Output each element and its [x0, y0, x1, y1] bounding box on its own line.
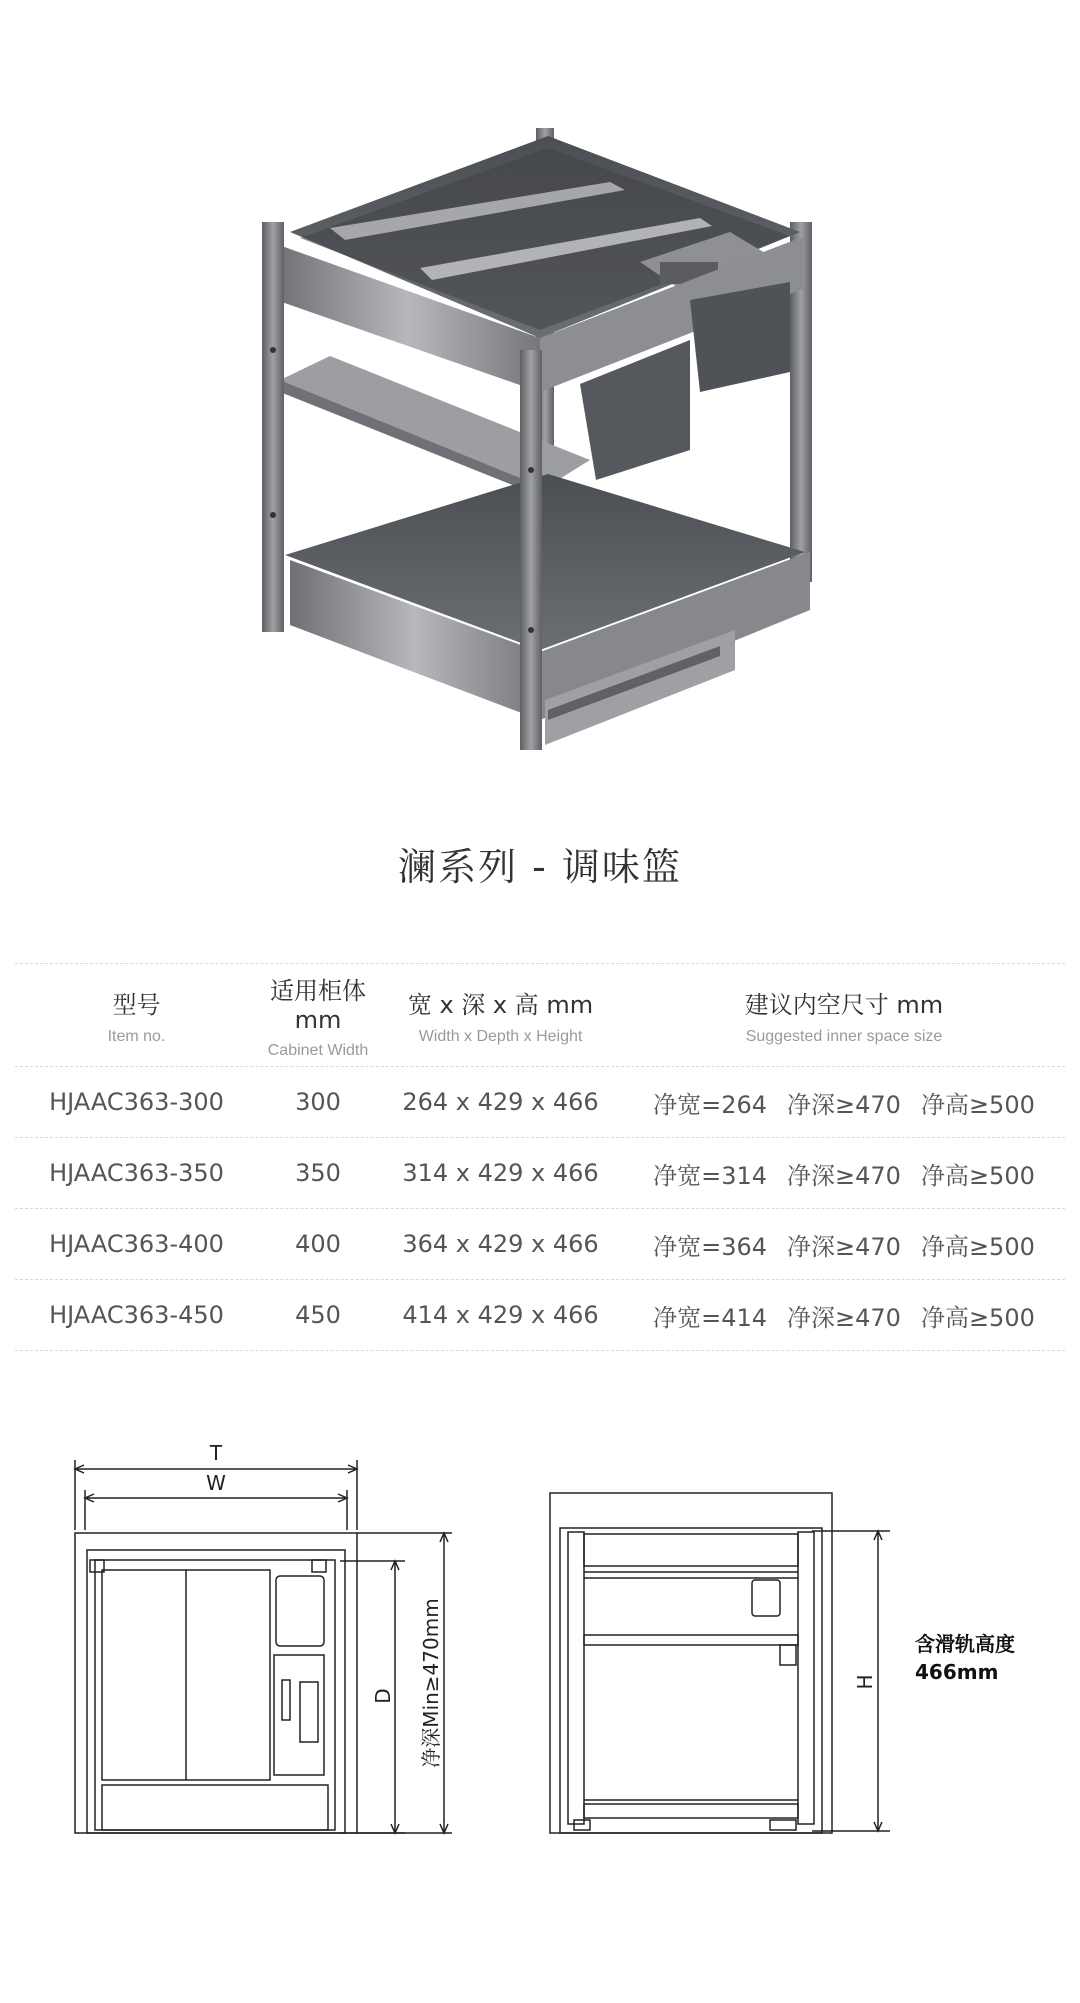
model-cell: HJAAC363-450: [49, 1301, 224, 1329]
inner-space-cell: [623, 1156, 1065, 1191]
header-model: [15, 985, 258, 1046]
net-width: 净宽=314: [653, 1161, 768, 1190]
net-depth: 净深≥470: [787, 1161, 901, 1190]
net-width: 净宽=264: [653, 1090, 768, 1119]
page-title: 澜系列 - 调味篮: [398, 845, 682, 889]
size-cell: 364 x 429 x 466: [402, 1230, 599, 1258]
net-height: 净高≥500: [920, 1090, 1035, 1119]
net-depth: 净深≥470: [787, 1303, 901, 1332]
inner-space-cell: [623, 1227, 1065, 1262]
table-row: [15, 1280, 1065, 1351]
t-label: T: [209, 1441, 223, 1465]
height-note: [915, 1630, 1015, 1686]
inner-space-cell: [623, 1298, 1065, 1333]
model-cell: HJAAC363-400: [49, 1230, 224, 1258]
height-note-line1: 含滑轨高度: [915, 1632, 1015, 1656]
header-size-cn: 宽 x 深 x 高 mm: [407, 990, 594, 1019]
header-model-en: Item no.: [107, 1027, 166, 1045]
header-inner-space: [623, 985, 1065, 1046]
header-cabinet: [258, 971, 378, 1060]
size-cell: 264 x 429 x 466: [402, 1088, 599, 1116]
d-label: D: [371, 1688, 395, 1704]
table-header-row: [15, 964, 1065, 1067]
spec-table: [15, 963, 1065, 1351]
header-size: [378, 985, 623, 1046]
net-height: 净高≥500: [920, 1303, 1035, 1332]
size-cell: 414 x 429 x 466: [402, 1301, 599, 1329]
cabinet-cell: 400: [295, 1230, 341, 1258]
header-cabinet-en: Cabinet Width: [267, 1041, 369, 1059]
header-inner-space-en: Suggested inner space size: [745, 1027, 943, 1045]
cabinet-cell: 350: [295, 1159, 341, 1187]
top-view-drawing: [75, 1460, 452, 1833]
net-height: 净高≥500: [920, 1232, 1035, 1261]
net-width: 净宽=414: [653, 1303, 768, 1332]
cabinet-cell: 300: [295, 1088, 341, 1116]
net-depth: 净深≥470: [787, 1090, 901, 1119]
header-model-cn: 型号: [112, 990, 161, 1019]
model-cell: HJAAC363-350: [49, 1159, 224, 1187]
header-inner-space-cn: 建议内空尺寸 mm: [744, 990, 944, 1019]
header-size-en: Width x Depth x Height: [418, 1027, 583, 1045]
table-row: [15, 1138, 1065, 1209]
size-cell: 314 x 429 x 466: [402, 1159, 599, 1187]
inner-space-cell: [623, 1085, 1065, 1120]
table-row: [15, 1067, 1065, 1138]
depth-min-label: 净深Min≥470mm: [419, 1598, 443, 1768]
net-depth: 净深≥470: [787, 1232, 901, 1261]
height-note-line2: 466mm: [915, 1660, 999, 1684]
cabinet-cell: 450: [295, 1301, 341, 1329]
product-image: [0, 0, 1080, 790]
h-label: H: [853, 1674, 877, 1690]
table-row: [15, 1209, 1065, 1280]
net-height: 净高≥500: [920, 1161, 1035, 1190]
pullout-basket-illustration: [0, 0, 1080, 790]
side-view-drawing: [550, 1493, 890, 1833]
net-width: 净宽=364: [653, 1232, 768, 1261]
header-cabinet-cn: 适用柜体 mm: [270, 976, 366, 1034]
model-cell: HJAAC363-300: [49, 1088, 224, 1116]
w-label: W: [206, 1471, 226, 1495]
